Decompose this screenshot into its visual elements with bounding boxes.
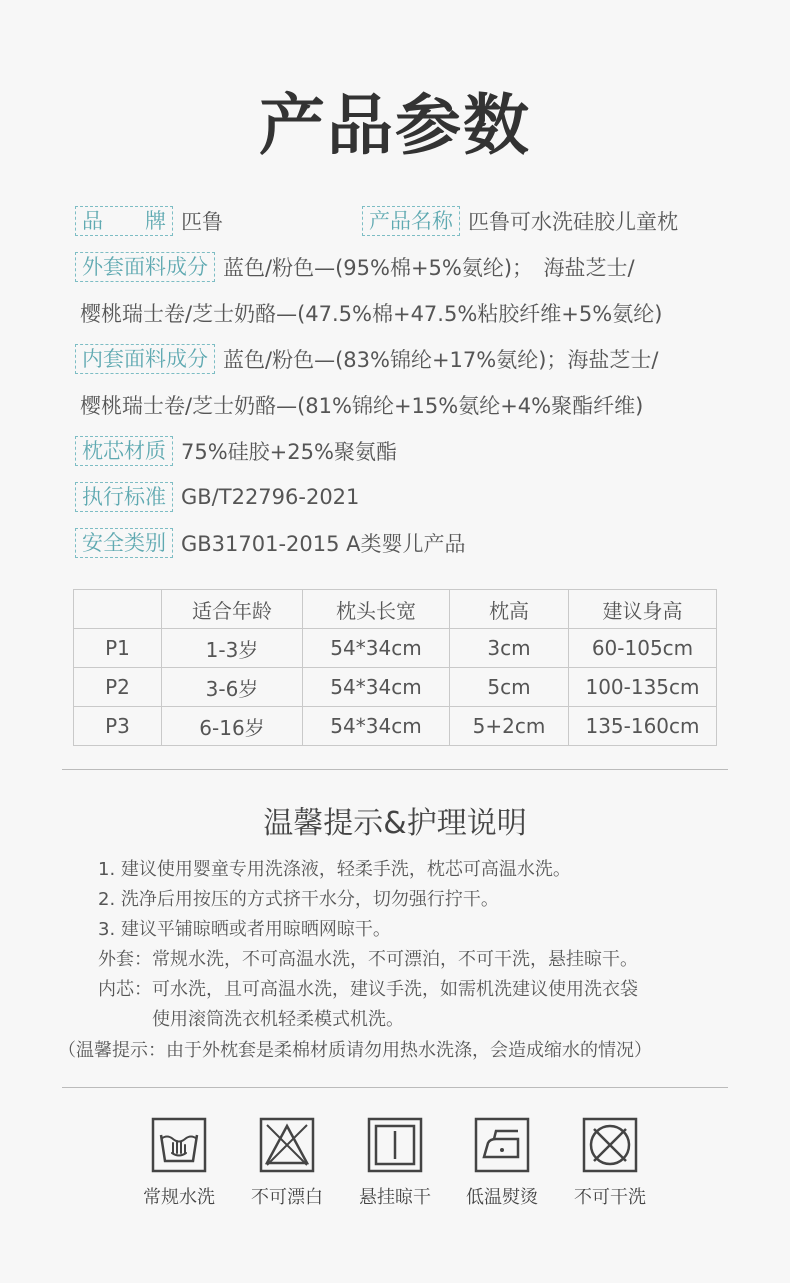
divider bbox=[62, 769, 728, 770]
spec-inner-row-2 bbox=[80, 387, 643, 423]
hand-wash-icon bbox=[151, 1117, 207, 1173]
table-cell: P1 bbox=[74, 629, 162, 668]
outer-fabric-value-cont: 樱桃瑞士卷/芝士奶酪—(47.5%棉+47.5%粘胶纤维+5%氨纶) bbox=[80, 302, 663, 326]
care-line-2: 2. 洗净后用按压的方式挤干水分，切勿强行拧干。 bbox=[98, 889, 499, 910]
table-cell: 5+2cm bbox=[450, 707, 569, 746]
table-header-cell: 枕头长宽 bbox=[303, 590, 450, 629]
table-cell: 54*34cm bbox=[303, 629, 450, 668]
no-dry-clean-icon bbox=[582, 1117, 638, 1173]
table-header-cell: 建议身高 bbox=[569, 590, 717, 629]
table-cell: 6-16岁 bbox=[162, 707, 303, 746]
no-dry-clean-label: 不可干洗 bbox=[574, 1187, 646, 1208]
care-line-inner: 内芯：可水洗，且可高温水洗，建议手洗，如需机洗建议使用洗衣袋 bbox=[98, 979, 638, 1000]
care-line-3: 3. 建议平铺晾晒或者用晾晒网晾干。 bbox=[98, 919, 391, 940]
care-warning: （温馨提示：由于外枕套是柔棉材质请勿用热水洗涤，会造成缩水的情况） bbox=[58, 1040, 652, 1061]
line-dry-icon bbox=[367, 1117, 423, 1173]
table-header-row bbox=[74, 590, 717, 629]
spec-core-row bbox=[75, 433, 397, 469]
table-cell: 135-160cm bbox=[569, 707, 717, 746]
table-cell: 100-135cm bbox=[569, 668, 717, 707]
table-row bbox=[74, 668, 717, 707]
hand-wash-label: 常规水洗 bbox=[143, 1187, 215, 1208]
core-material-label: 枕芯材质 bbox=[75, 436, 173, 466]
table-row bbox=[74, 707, 717, 746]
size-table bbox=[73, 589, 717, 746]
table-header-cell bbox=[74, 590, 162, 629]
table-row bbox=[74, 629, 717, 668]
low-iron-label: 低温熨烫 bbox=[466, 1187, 538, 1208]
spec-safety-row bbox=[75, 525, 466, 561]
table-cell: 60-105cm bbox=[569, 629, 717, 668]
table-cell: 54*34cm bbox=[303, 668, 450, 707]
table-cell: 1-3岁 bbox=[162, 629, 303, 668]
spec-outer-row bbox=[75, 249, 635, 285]
brand-value: 匹鲁 bbox=[181, 210, 223, 234]
inner-fabric-value: 蓝色/粉色—(83%锦纶+17%氨纶)；海盐芝士/ bbox=[223, 348, 659, 372]
no-bleach-label: 不可漂白 bbox=[251, 1187, 323, 1208]
product-name-value: 匹鲁可水洗硅胶儿童枕 bbox=[468, 210, 678, 234]
outer-fabric-value: 蓝色/粉色—(95%棉+5%氨纶)； 海盐芝士/ bbox=[223, 256, 635, 280]
divider bbox=[62, 1087, 728, 1088]
outer-fabric-label: 外套面料成分 bbox=[75, 252, 215, 282]
product-name-label: 产品名称 bbox=[362, 206, 460, 236]
low-iron-icon bbox=[474, 1117, 530, 1173]
line-dry-label: 悬挂晾干 bbox=[359, 1187, 431, 1208]
safety-value: GB31701-2015 A类婴儿产品 bbox=[181, 532, 466, 556]
table-header-cell: 适合年龄 bbox=[162, 590, 303, 629]
care-line-inner-cont: 使用滚筒洗衣机轻柔模式机洗。 bbox=[152, 1009, 404, 1030]
care-title: 温馨提示&护理说明 bbox=[263, 806, 527, 841]
standard-label: 执行标准 bbox=[75, 482, 173, 512]
safety-label: 安全类别 bbox=[75, 528, 173, 558]
no-bleach-icon bbox=[259, 1117, 315, 1173]
care-line-outer: 外套：常规水洗，不可高温水洗，不可漂泊，不可干洗，悬挂晾干。 bbox=[98, 949, 638, 970]
table-cell: 5cm bbox=[450, 668, 569, 707]
spec-standard-row bbox=[75, 479, 359, 515]
table-cell: 3cm bbox=[450, 629, 569, 668]
table-cell: 3-6岁 bbox=[162, 668, 303, 707]
page-title: 产品参数 bbox=[259, 87, 531, 164]
spec-inner-row bbox=[75, 341, 658, 377]
inner-fabric-label: 内套面料成分 bbox=[75, 344, 215, 374]
inner-fabric-value-cont: 樱桃瑞士卷/芝士奶酪—(81%锦纶+15%氨纶+4%聚酯纤维) bbox=[80, 394, 644, 418]
table-cell: P3 bbox=[74, 707, 162, 746]
spec-brand-row bbox=[75, 203, 223, 239]
spec-name-row bbox=[362, 203, 678, 239]
brand-label: 品 牌 bbox=[75, 206, 173, 236]
table-cell: 54*34cm bbox=[303, 707, 450, 746]
spec-outer-row-2 bbox=[80, 295, 662, 331]
table-header-cell: 枕高 bbox=[450, 590, 569, 629]
care-line-1: 1. 建议使用婴童专用洗涤液，轻柔手洗，枕芯可高温水洗。 bbox=[98, 859, 571, 880]
core-material-value: 75%硅胶+25%聚氨酯 bbox=[181, 440, 397, 464]
standard-value: GB/T22796-2021 bbox=[181, 485, 360, 509]
table-cell: P2 bbox=[74, 668, 162, 707]
